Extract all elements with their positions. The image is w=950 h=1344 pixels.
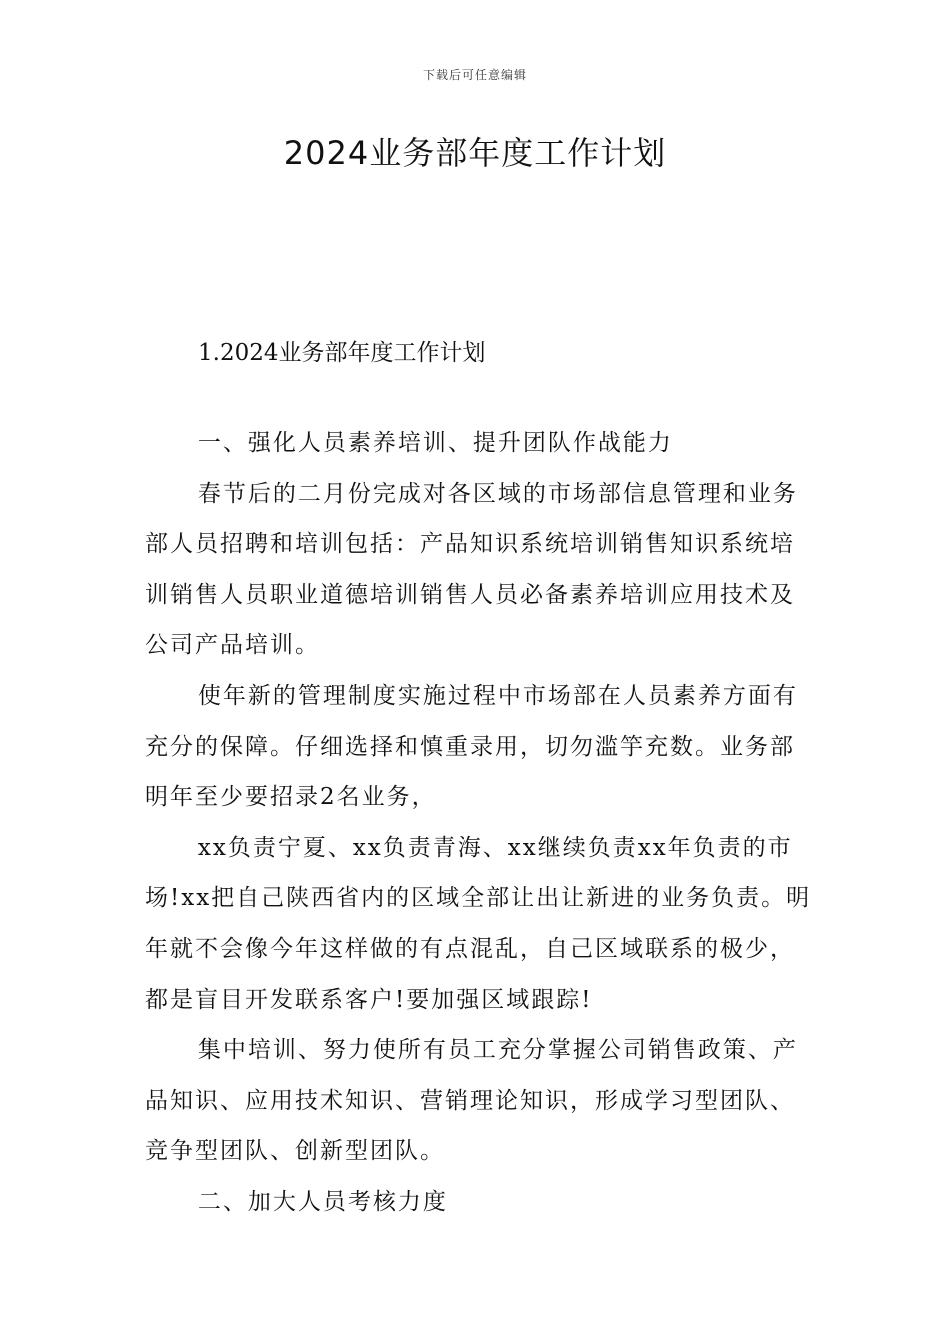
paragraph-centralized-training: 集中培训、努力使所有员工充分掌握公司销售政策、产品知识、应用技术知识、营销理论知识，形成学习型团队、竞争型团队、创新型团队。 xyxy=(145,1037,798,1165)
paragraph-region-assignment: xx负责宁夏、xx负责青海、xx继续负责xx年负责的市场!xx把自己陕西省内的区域全部让出让新进的业务负责。明年就不会像今年这样做的有点混乱，自己区域联系的极少，都是盲目开发联系客户!要加强区域跟踪! xyxy=(145,834,812,1013)
heading-assessment: 二、加大人员考核力度 xyxy=(197,1188,448,1215)
paragraph-training-plan: 春节后的二月份完成对各区域的市场部信息管理和业务部人员招聘和培训包括：产品知识系统培训销售知识系统培训销售人员职业道德培训销售人员必备素养培训应用技术及公司产品培训。 xyxy=(145,480,798,659)
document-body xyxy=(145,418,815,1228)
heading-strengthen-training: 一、强化人员素养培训、提升团队作战能力 xyxy=(197,430,673,456)
paragraph-management-system: 使年新的管理制度实施过程中市场部在人员素养方面有充分的保障。仔细选择和慎重录用，切勿滥竽充数。业务部明年至少要招录2名业务， xyxy=(145,682,798,811)
document-title: 2024业务部年度工作计划 xyxy=(283,134,667,172)
section-heading: 1.2024业务部年度工作计划 xyxy=(198,340,486,366)
header-note: 下载后可任意编辑 xyxy=(422,68,527,82)
